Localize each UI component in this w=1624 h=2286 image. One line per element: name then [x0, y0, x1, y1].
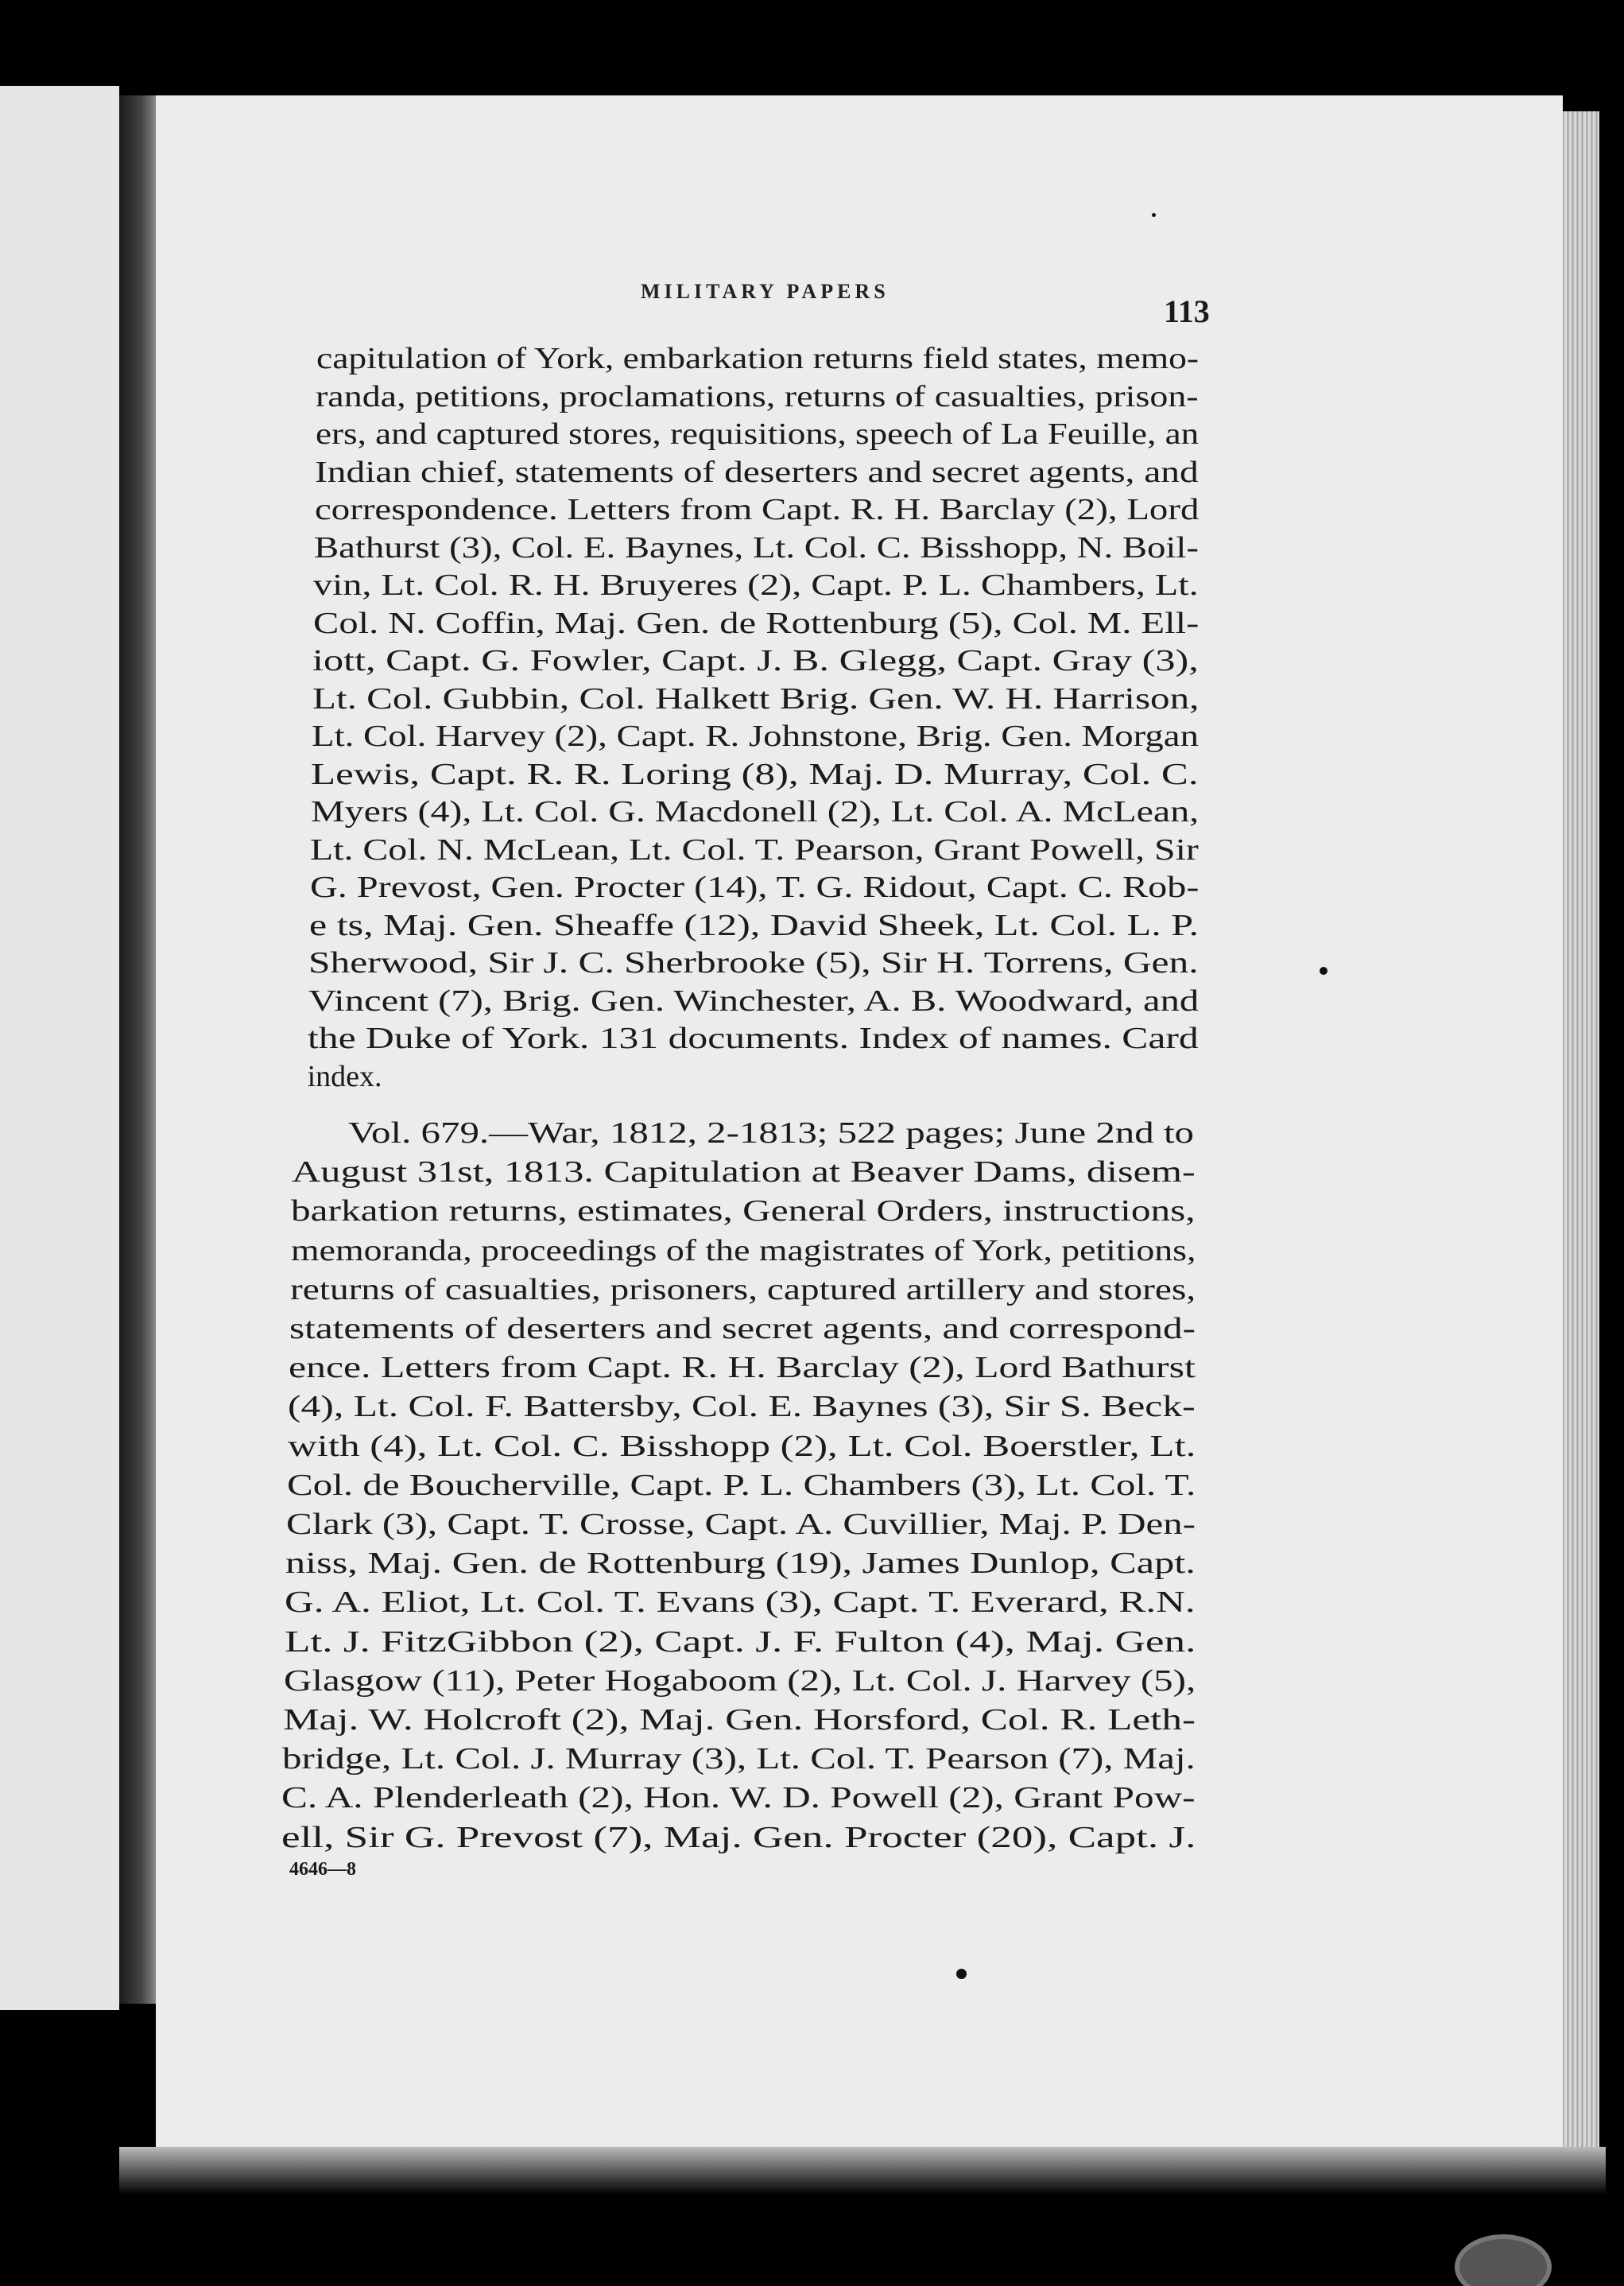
printer-signature: 4646—8 — [289, 1859, 356, 1880]
text-line: Bathurst (3), Col. E. Baynes, Lt. Col. C. Bisshopp, N. Boil- — [314, 530, 1199, 565]
facing-page-edge — [0, 86, 119, 2010]
text-line: Lewis, Capt. R. R. Loring (8), Maj. D. Murray, Col. C. — [311, 757, 1199, 791]
text-line: Vol. 679.—War, 1812, 2-1813; 522 pages; June 2nd to — [348, 1116, 1195, 1150]
text-line: Col. de Boucherville, Capt. P. L. Chambers (3), Lt. Col. T. — [286, 1468, 1196, 1502]
text-line: capitulation of York, embarkation returns field states, memo- — [316, 342, 1200, 375]
text-line: Sherwood, Sir J. C. Sherbrooke (5), Sir H. Torrens, Gen. — [308, 946, 1200, 980]
text-line: niss, Maj. Gen. de Rottenburg (19), James Dunlop, Capt. — [285, 1547, 1196, 1581]
dust-speck — [1152, 213, 1156, 217]
text-line: G. A. Eliot, Lt. Col. T. Evans (3), Capt. T. Everard, R.N. — [285, 1585, 1196, 1620]
text-line: randa, petitions, proclamations, returns of casualties, prison- — [316, 379, 1200, 413]
text-line: Clark (3), Capt. T. Crosse, Capt. A. Cuvillier, Maj. P. Den- — [286, 1508, 1196, 1541]
text-line: C. A. Plenderleath (2), Hon. W. D. Powell (2), Grant Pow- — [281, 1781, 1196, 1815]
page-number: 113 — [1164, 293, 1210, 329]
text-line: ence. Letters from Capt. R. H. Barclay (2), Lord Bathurst — [289, 1351, 1196, 1385]
text-line: correspondence. Letters from Capt. R. H. Barclay (2), Lord — [314, 493, 1199, 526]
text-line: Indian chief, statements of deserters and secret agents, and — [315, 455, 1199, 489]
text-line: Lt. Col. Harvey (2), Capt. R. Johnstone, Brig. Gen. Morgan — [312, 720, 1200, 753]
text-line: barkation returns, estimates, General Orders, instructions, — [291, 1194, 1196, 1228]
bottom-shadow — [119, 2147, 1606, 2195]
text-line: returns of casualties, prisoners, captured artillery and stores, — [289, 1272, 1196, 1306]
text-line: Lt. Col. Gubbin, Col. Halkett Brig. Gen. W. H. Harrison, — [312, 681, 1200, 716]
running-head: MILITARY PAPERS — [641, 280, 890, 303]
text-line: e ts, Maj. Gen. Sheaffe (12), David Sheek, Lt. Col. L. P. — [309, 908, 1200, 942]
text-line: with (4), Lt. Col. C. Bisshopp (2), Lt. Col. Boerstler, Lt. — [287, 1429, 1196, 1463]
text-line: August 31st, 1813. Capitulation at Beaver Dams, disem- — [292, 1155, 1196, 1190]
text-line: vin, Lt. Col. R. H. Bruyeres (2), Capt. P. L. Chambers, Lt. — [313, 569, 1200, 602]
text-line: Col. N. Coffin, Maj. Gen. de Rottenburg (5), Col. M. Ell- — [312, 606, 1200, 640]
text-line: Lt. J. FitzGibbon (2), Capt. J. F. Fulton (4), Maj. Gen. — [284, 1624, 1196, 1659]
book-gutter — [119, 95, 156, 2004]
text-line: iott, Capt. G. Fowler, Capt. J. B. Glegg, Capt. Gray (3), — [312, 644, 1199, 677]
text-line: index. — [307, 1059, 382, 1093]
text-line: memoranda, proceedings of the magistrates of York, petitions, — [290, 1233, 1196, 1267]
text-line: Maj. W. Holcroft (2), Maj. Gen. Horsford, Col. R. Leth- — [283, 1703, 1196, 1737]
text-line: ers, and captured stores, requisitions, speech of La Feuille, an — [315, 417, 1200, 451]
text-line: bridge, Lt. Col. J. Murray (3), Lt. Col. T. Pearson (7), Maj. — [282, 1742, 1196, 1776]
dust-speck — [1320, 967, 1327, 975]
text-line: Vincent (7), Brig. Gen. Winchester, A. B. Woodward, and — [308, 984, 1200, 1018]
text-line: ell, Sir G. Prevost (7), Maj. Gen. Procter (20), Capt. J. — [281, 1820, 1196, 1854]
text-line: (4), Lt. Col. F. Battersby, Col. E. Baynes (3), Sir S. Beck- — [288, 1390, 1196, 1424]
text-line: Myers (4), Lt. Col. G. Macdonell (2), Lt. Col. A. McLean, — [310, 795, 1199, 829]
text-line: G. Prevost, Gen. Procter (14), T. G. Ridout, Capt. C. Rob- — [309, 871, 1199, 904]
library-stamp — [1455, 2234, 1552, 2286]
text-line: Lt. Col. N. McLean, Lt. Col. T. Pearson, Grant Powell, Sir — [310, 833, 1199, 867]
dust-speck — [956, 1969, 967, 1979]
text-line: the Duke of York. 131 documents. Index of names. Card — [308, 1022, 1199, 1055]
text-line: Glasgow (11), Peter Hogaboom (2), Lt. Col. J. Harvey (5), — [283, 1663, 1196, 1698]
text-line: statements of deserters and secret agents, and correspond- — [289, 1312, 1196, 1345]
